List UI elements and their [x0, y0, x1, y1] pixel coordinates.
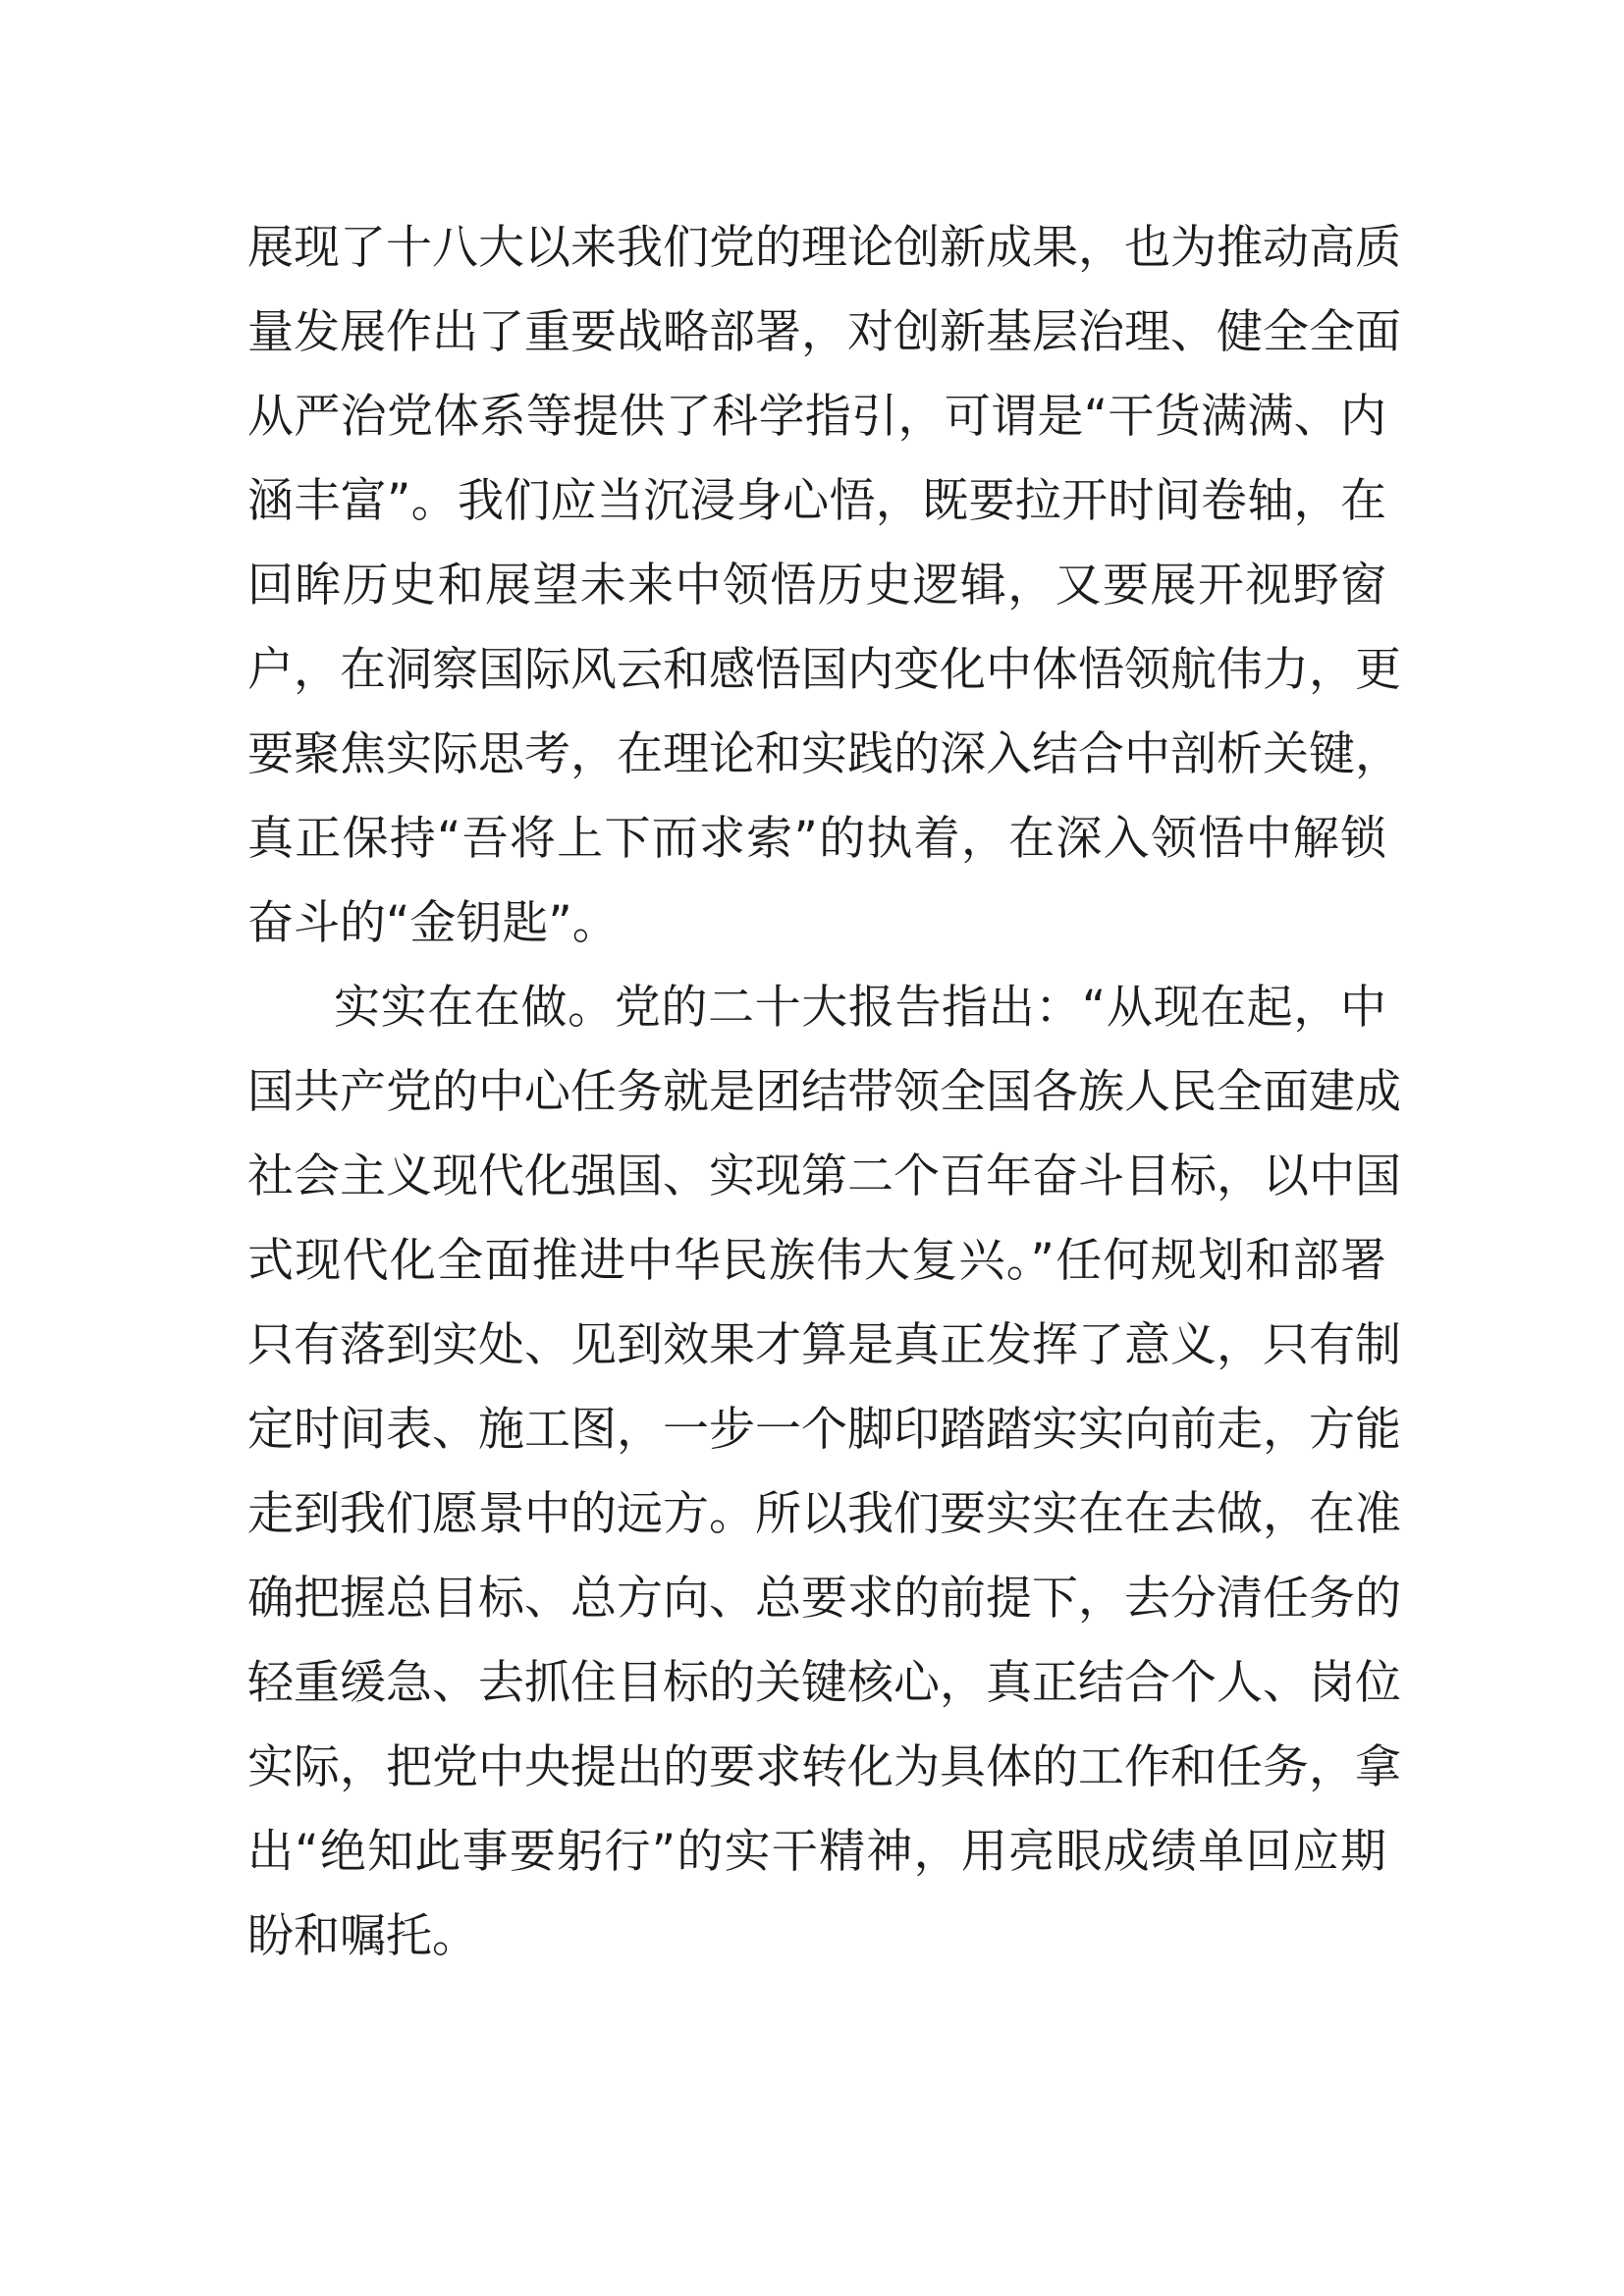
text-line: 奋斗的“金钥匙”。 [247, 896, 619, 950]
text-line: 国共产党的中心任务就是团结带领全国各族人民全面建成 [247, 1065, 1401, 1119]
text-line: 从严治党体系等提供了科学指引，可谓是“干货满满、内 [247, 390, 1386, 444]
text-line: 要聚焦实际思考，在理论和实践的深入结合中剖析关键， [247, 727, 1401, 781]
text-line: 展现了十八大以来我们党的理论创新成果，也为推动高质 [247, 221, 1401, 275]
text-line: 涵丰富”。我们应当沉浸身心悟，既要拉开时间卷轴，在 [247, 474, 1386, 528]
paragraph-continued [247, 206, 1401, 966]
text-line: 盼和嘱托。 [247, 1909, 478, 1963]
paragraph-shishizaizaizuo [247, 966, 1401, 1979]
text-line: 式现代化全面推进中华民族伟大复兴。”任何规划和部署 [247, 1234, 1386, 1288]
text-line: 实际，把党中央提出的要求转化为具体的工作和任务，拿 [247, 1740, 1401, 1794]
text-line: 社会主义现代化强国、实现第二个百年奋斗目标，以中国 [247, 1149, 1401, 1203]
text-line: 出“绝知此事要躬行”的实干精神，用亮眼成绩单回应期 [247, 1825, 1386, 1879]
text-line: 回眸历史和展望未来中领悟历史逻辑，又要展开视野窗 [247, 559, 1386, 613]
text-line: 户，在洞察国际风云和感悟国内变化中体悟领航伟力，更 [247, 643, 1401, 697]
text-line: 真正保持“吾将上下而求索”的执着，在深入领悟中解锁 [247, 812, 1386, 866]
text-line: 定时间表、施工图，一步一个脚印踏踏实实向前走，方能 [247, 1403, 1401, 1457]
text-line: 确把握总目标、总方向、总要求的前提下，去分清任务的 [247, 1572, 1401, 1626]
text-line: 走到我们愿景中的远方。所以我们要实实在在去做，在准 [247, 1487, 1401, 1541]
text-line: 轻重缓急、去抓住目标的关键核心，真正结合个人、岗位 [247, 1656, 1401, 1710]
text-line: 实实在在做。党的二十大报告指出：“从现在起，中 [334, 981, 1386, 1035]
text-line: 量发展作出了重要战略部署，对创新基层治理、健全全面 [247, 305, 1401, 359]
body-text [247, 206, 1401, 1979]
text-line: 只有落到实处、见到效果才算是真正发挥了意义，只有制 [247, 1318, 1401, 1372]
